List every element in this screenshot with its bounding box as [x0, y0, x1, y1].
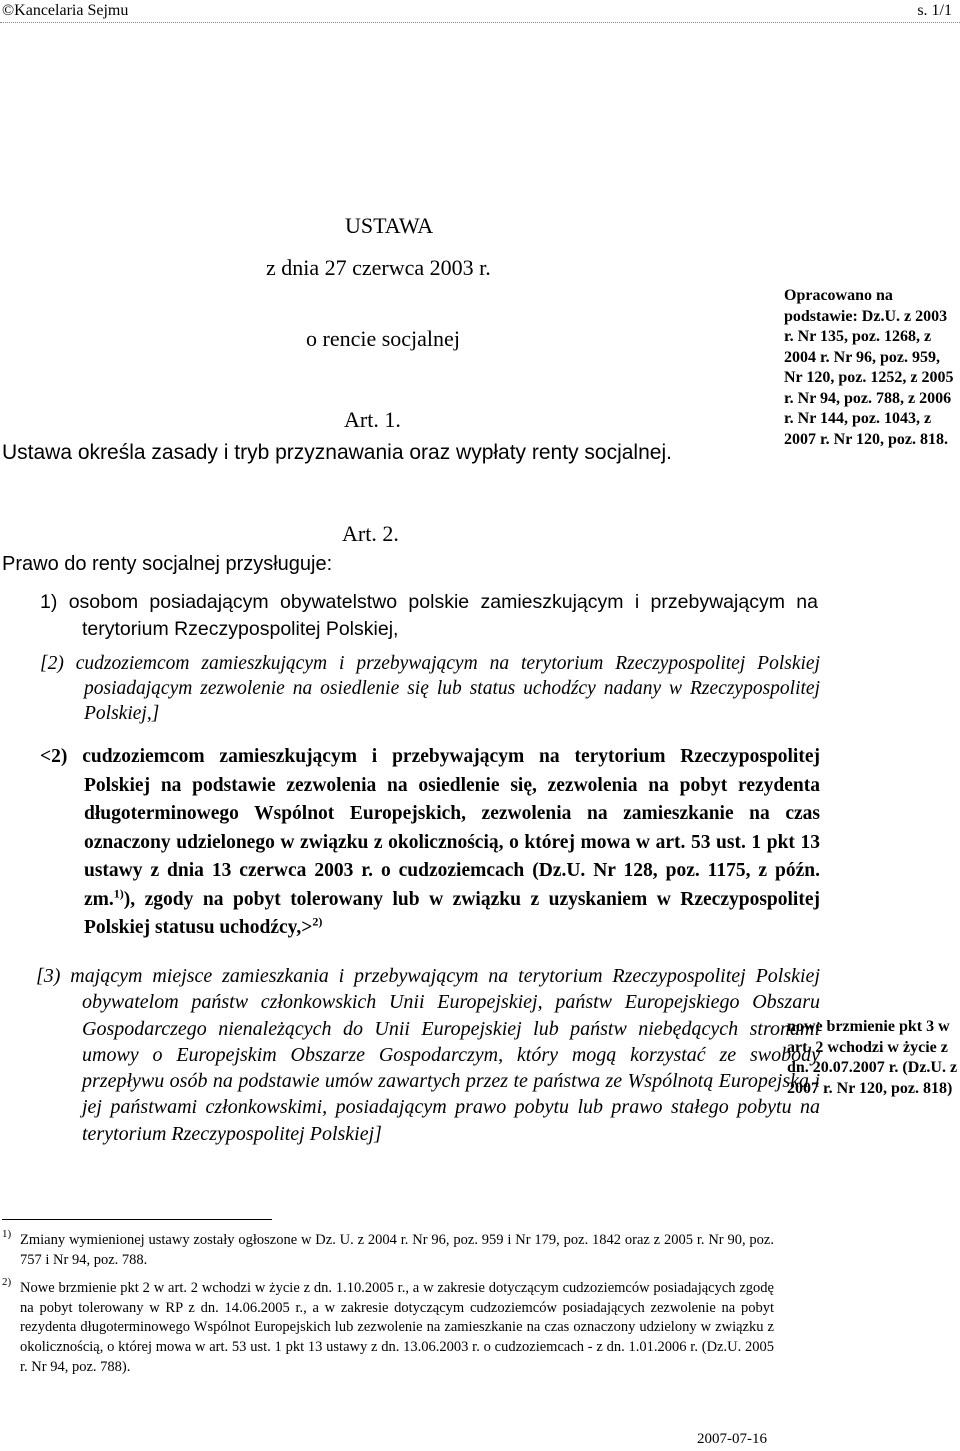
- footnote-1: [2, 1228, 774, 1270]
- article-1-text: Ustawa określa zasady i tryb przyznawania oraz wypłaty renty socjalnej.: [2, 441, 672, 464]
- footnote-1-text: Zmiany wymienionej ustawy zostały ogłoszone w Dz. U. z 2004 r. Nr 96, poz. 959 i Nr 179, poz. 1842 oraz z 2005 r. Nr 90, poz. 757 i Nr 94, poz. 788.: [20, 1232, 774, 1268]
- footer-date: 2007-07-16: [697, 1431, 767, 1447]
- article-2-item-2-old: [2) cudzoziemcom zamieszkującym i przebywającym na terytorium Rzeczypospolitej Polskiej posiadającym zezwolenie na osiedlenie się lub status uchodźcy nadany w Rzeczypospolitej Polskiej,]: [40, 653, 820, 724]
- article-2-item-1: 1) osobom posiadającym obywatelstwo polskie zamieszkującym i przebywającym na terytorium Rzeczypospolitej Polskiej,: [40, 591, 818, 640]
- header-divider: [0, 22, 960, 23]
- article-2-item-3: [3) mającym miejsce zamieszkania i przebywającym na terytorium Rzeczypospolitej Polskiej obywatelom państw członkowskich Unii Europejskiej, państw Europejskiego Obszaru Gospodarczego nienależących do Unii Europejskiej lub państw niebędących stronami umowy o Europejskim Obszarze Gospodarczym, który mogą korzystać ze swobody przepływu osób na podstawie umów zawartych przez te państwa ze Wspólnotą Europejską i jej państwami członkowskimi, posiadającym prawo pobytu lub prawo stałego pobytu na terytorium Rzeczypospolitej Polskiej]: [36, 965, 820, 1145]
- article-2-heading: Art. 2.: [342, 521, 399, 546]
- header-copyright: ©Kancelaria Sejmu: [2, 2, 129, 19]
- header-page-number: s. 1/1: [917, 2, 952, 19]
- item-2-new-text-part2: ), zgody na pobyt tolerowany lub w związku z uzyskaniem w Rzeczypospolitej Polskiej statusu uchodźcy,>: [84, 888, 820, 938]
- document-title: USTAWA: [345, 213, 434, 238]
- footnote-ref-2: 2): [312, 914, 323, 929]
- document-date: z dnia 27 czerwca 2003 r.: [266, 255, 491, 280]
- footnote-separator: [2, 1219, 272, 1220]
- article-1-heading: Art. 1.: [344, 407, 401, 432]
- footnote-2-number: 2): [2, 1276, 12, 1288]
- article-2-item-2-new: [40, 743, 820, 943]
- article-2-intro: Prawo do renty socjalnej przysługuje:: [2, 553, 333, 575]
- footnote-2-text: Nowe brzmienie pkt 2 w art. 2 wchodzi w życie z dn. 1.10.2005 r., a w zakresie dotyczącym cudzoziemców posiadających zgodę na pobyt tolerowany w RP z dn. 14.06.2005 r., a w zakresie dotyczącym cudzoziemców posiadających zezwolenie na pobyt rezydenta długoterminowego Wspólnot Europejskich lub zezwolenie na zamieszkanie na czas oznaczony udzielony w związku z okolicznością, o której mowa w art. 53 ust. 1 pkt 13 ustawy z dn. 13.06.2003 r. o cudzoziemcach - z dn. 1.01.2006 r. (Dz.U. 2005 r. Nr 94, poz. 788).: [20, 1280, 774, 1375]
- item-2-new-text-part1: <2) cudzoziemcom zamieszkującym i przebywającym na terytorium Rzeczypospolitej Polskiej na podstawie zezwolenia na osiedlenie się, zezwolenia na pobyt rezydenta długoterminowego Wspólnot Europejskich, zezwolenia na zamieszkanie na czas oznaczony udzielonego w związku z okolicznością, o której mowa w art. 53 ust. 1 pkt 13 ustawy z dnia 13 czerwca 2003 r. o cudzoziemcach (Dz.U. Nr 128, poz. 1175, z późn. zm.: [40, 746, 820, 910]
- document-subject: o rencie socjalnej: [306, 326, 460, 351]
- source-margin-note: Opracowano na podstawie: Dz.U. z 2003 r. Nr 135, poz. 1268, z 2004 r. Nr 96, poz. 959, Nr 120, poz. 1252, z 2005 r. Nr 94, poz. 788, z 2006 r. Nr 144, poz. 1043, z 2007 r. Nr 120, poz. 818.: [784, 287, 954, 448]
- new-wording-margin-note: nowe brzmienie pkt 3 w art. 2 wchodzi w życie z dn. 20.07.2007 r. (Dz.U. z 2007 r. Nr 120, poz. 818): [787, 1018, 958, 1097]
- footnote-ref-1: 1): [113, 886, 124, 900]
- footnote-1-number: 1): [2, 1228, 12, 1240]
- footnote-2: [2, 1276, 774, 1378]
